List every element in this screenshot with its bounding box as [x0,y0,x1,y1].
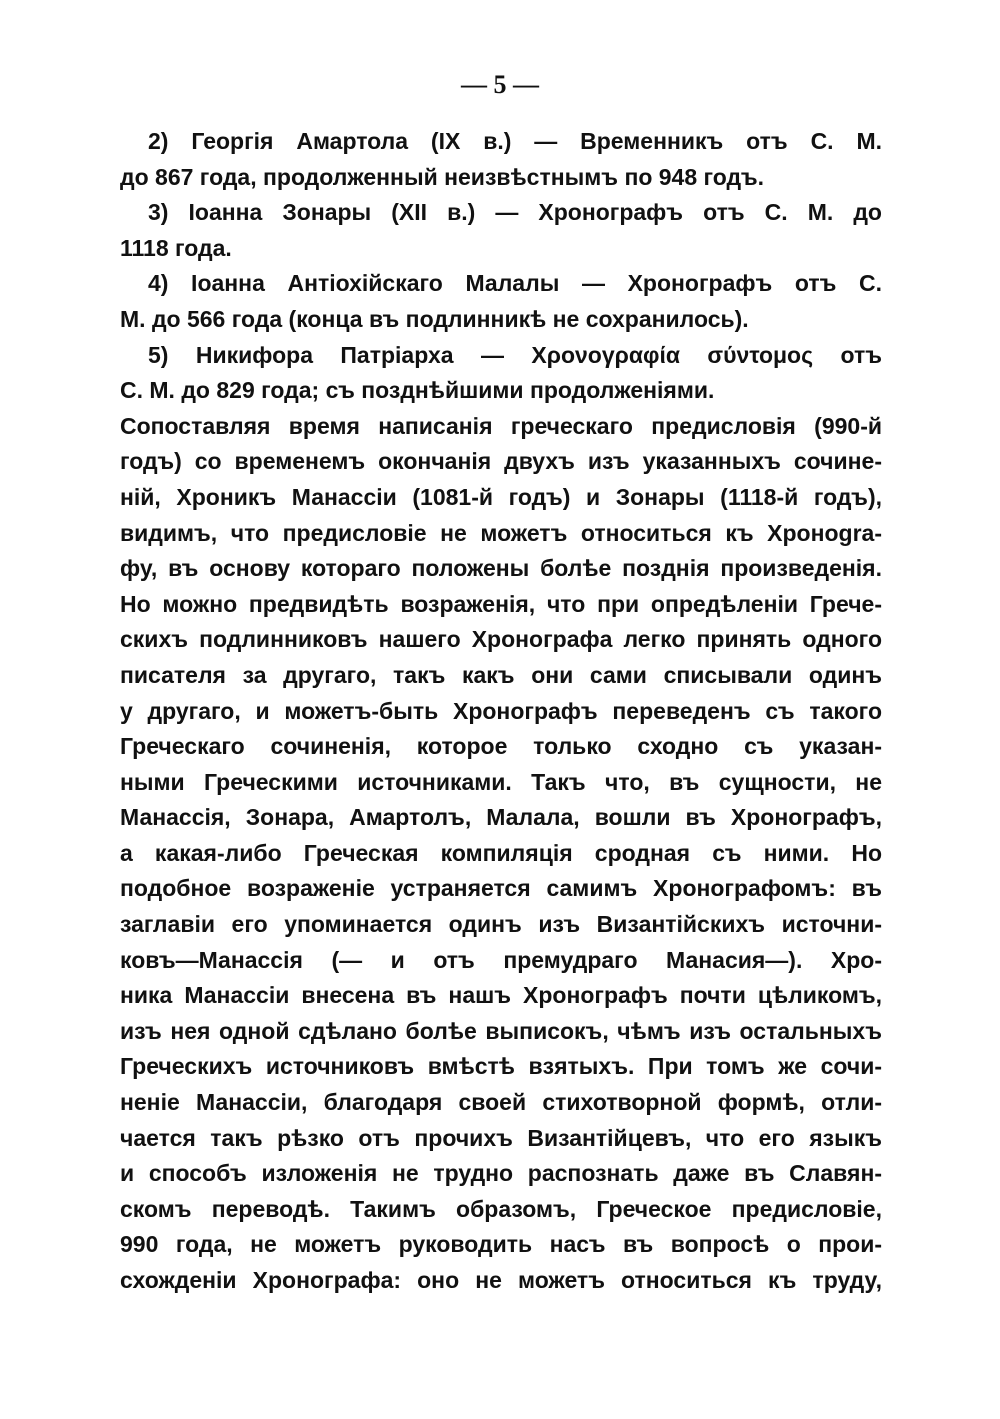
text-line: 3) Іоанна Зонары (XII в.) — Хронографъ отъ С. М. до [148,199,882,226]
text-line: писателя за другаго, такъ какъ они сами списывали одинъ [120,661,882,688]
text-line: ній, Хроникъ Манассіи (1081-й годъ) и Зонары (1118-й годъ), [120,483,882,510]
text-line: а какая-либо Греческая компиляція сродная съ ними. Но [120,839,882,866]
text-line: 2) Георгія Амартола (IX в.) — Временникъ отъ С. М. [148,128,882,154]
text-line: Сопоставляя время написанія греческаго предисловія (990-й [120,412,882,439]
text-line: подобное возраженіе устраняется самимъ Хронографомъ: въ [120,875,882,902]
text-line: скомъ переводѣ. Такимъ образомъ, Греческое предисловіе, [120,1195,882,1222]
text-line: ными Греческими источниками. Такъ что, въ сущности, не [120,768,882,795]
text-line: неніе Манассіи, благодаря своей стихотворной формѣ, отли- [120,1089,882,1116]
page-number: — 5 — [461,70,539,99]
text-line: и способъ изложенія не трудно распознать даже въ Славян- [120,1160,882,1187]
text-line: 1118 года. [120,234,232,261]
text-line: Манассія, Зонара, Амартолъ, Малала, вошли въ Хронографъ, [120,804,882,831]
text-line: М. до 566 года (конца въ подлинникѣ не сохранилось). [120,305,749,332]
text-line: годъ) со временемъ окончанія двухъ изъ указанныхъ сочине- [120,448,882,475]
text-line: Но можно предвидѣть возраженія, что при опредѣленіи Грече- [120,590,882,617]
text-line: фу, въ основу котораго положены болѣе позднія произведенія. [120,555,882,582]
text-line: ковъ—Манассія (— и отъ премудраго Манасия—). Хро- [120,946,882,973]
text-line: изъ нея одной сдѣлано болѣе выписокъ, чѣмъ изъ остальныхъ [120,1017,882,1044]
body-text [120,128,882,1303]
text-line: 990 года, не можетъ руководить насъ въ вопросѣ о прои- [120,1231,882,1258]
text-line: схожденіи Хронографа: оно не можетъ относиться къ труду, [120,1267,882,1293]
text-line: Греческихъ источниковъ вмѣстѣ взятыхъ. При томъ же сочи- [120,1053,882,1080]
text-line: скихъ подлинниковъ нашего Хронографа легко принять одного [120,626,882,653]
text-line: 4) Іоанна Антіохійскаго Малалы — Хронографъ отъ С. [148,270,882,297]
text-line: С. М. до 829 года; съ позднѣйшими продолженіями. [120,377,715,404]
text-line: до 867 года, продолженный неизвѣстнымъ по 948 годъ. [120,163,765,190]
text-line: заглавіи его упоминается одинъ изъ Византійскихъ источни- [120,911,882,938]
text-line: видимъ, что предисловіе не можетъ относиться къ Хронogra- [120,519,882,546]
text-line: у другаго, и можетъ-быть Хронографъ переведенъ съ такого [120,697,882,724]
text-line: Греческаго сочиненія, которое только сходно съ указан- [120,733,882,760]
text-line: чается такъ рѣзко отъ прочихъ Византійцевъ, что его языкъ [120,1124,882,1151]
text-line: ника Манассіи внесена въ нашъ Хронографъ почти цѣликомъ, [120,982,882,1009]
text-line: 5) Никифора Патріарха — Χρονογραφία σύντομος отъ [148,341,882,368]
